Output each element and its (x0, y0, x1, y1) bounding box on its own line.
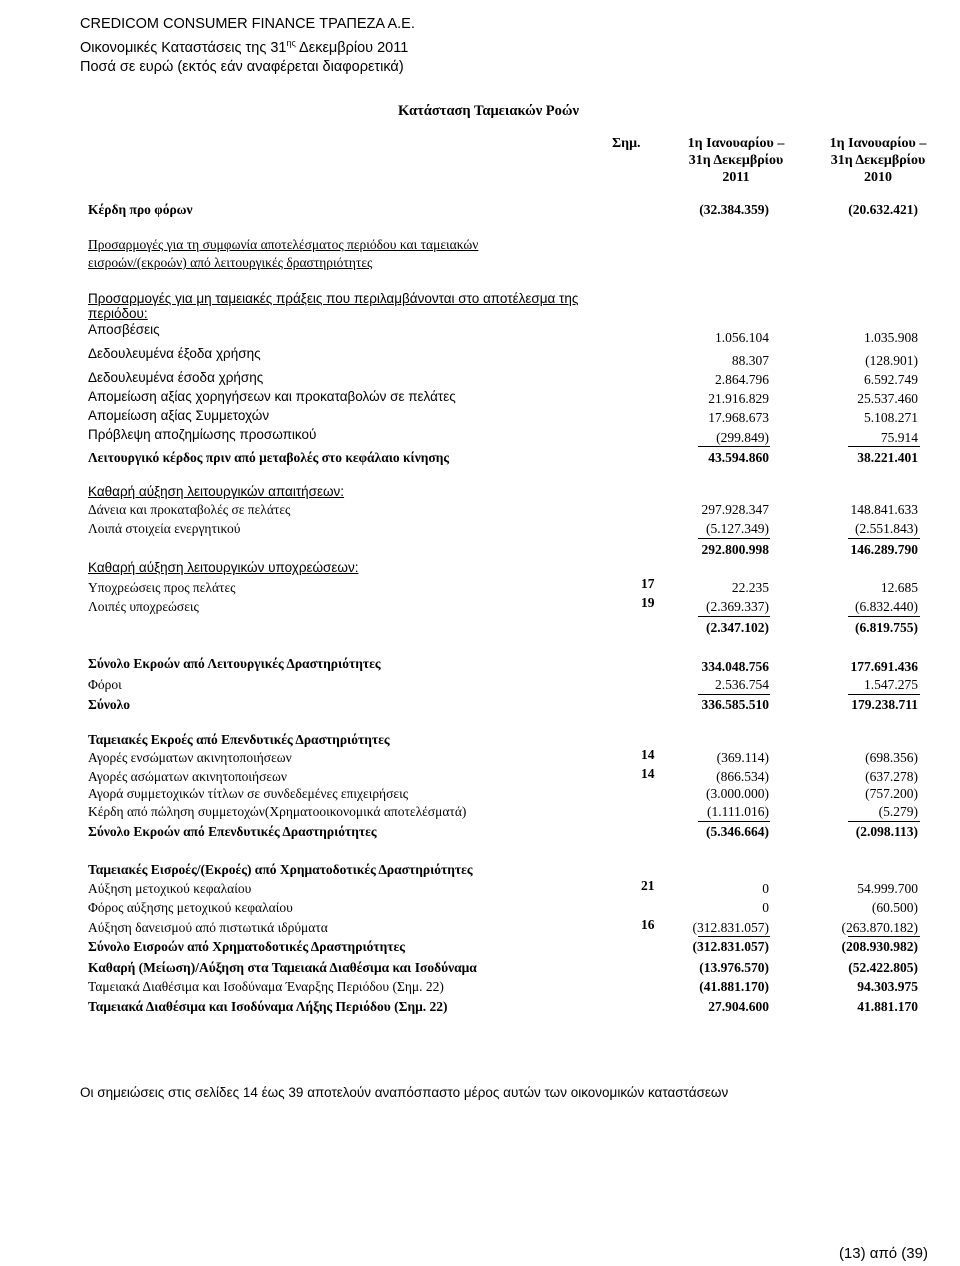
table-row (0, 202, 960, 220)
table-row (0, 237, 960, 255)
table-row (0, 878, 960, 899)
value-2011: (1.111.016) (707, 804, 769, 819)
value-2010: 179.238.711 (851, 697, 918, 712)
table-row (0, 999, 960, 1017)
note-ref: 21 (641, 878, 655, 893)
value-2010: (208.930.982) (841, 939, 918, 954)
subtotal-line (698, 616, 770, 617)
value-2011: 88.307 (731, 353, 769, 368)
table-row (0, 370, 960, 388)
note-ref: 19 (641, 595, 655, 610)
value-2011: (369.114) (716, 750, 769, 765)
row-label: Καθαρή αύξηση λειτουργικών απαιτήσεων: (88, 484, 345, 499)
row-label: Ταμειακές Εκροές από Επενδυτικές Δραστηριότητες (88, 732, 390, 747)
table-row (0, 804, 960, 822)
table-row (0, 862, 960, 880)
table-row (0, 484, 960, 502)
statements-pre: Οικονομικές Καταστάσεις της 31 (80, 39, 287, 56)
table-row (0, 521, 960, 539)
subtotal-line (698, 936, 770, 937)
value-2011: (5.127.349) (706, 521, 769, 536)
value-2011: (2.347.102) (706, 620, 769, 635)
value-2010: 177.691.436 (850, 659, 918, 674)
row-label: Δάνεια και προκαταβολές σε πελάτες (88, 502, 291, 517)
value-2010: 6.592.749 (864, 372, 918, 387)
table-row (0, 542, 960, 560)
value-2011: (5.346.664) (706, 824, 769, 839)
row-label: Καθαρή (Μείωση)/Αύξηση στα Ταμειακά Διαθέσιμα και Ισοδύναμα (88, 960, 477, 975)
value-2010: (698.356) (865, 750, 918, 765)
row-label: Φόρος αύξησης μετοχικού κεφαλαίου (88, 900, 293, 915)
value-2011: (3.000.000) (706, 786, 769, 801)
table-row (0, 427, 960, 445)
col2-line1: 1η Ιανουαρίου – (829, 136, 927, 151)
table-row (0, 786, 960, 804)
value-2010: 25.537.460 (857, 391, 918, 406)
table-row (0, 322, 960, 345)
value-2010: 1.547.275 (864, 677, 918, 692)
row-label: Σύνολο (88, 697, 130, 712)
row-label: Προσαρμογές για μη ταμειακές πράξεις που περιλαμβάνονται στο αποτέλεσμα της (88, 291, 579, 306)
row-label: Αύξηση δανεισμού από πιστωτικά ιδρύματα (88, 920, 328, 935)
value-2011: 1.056.104 (715, 330, 769, 345)
value-2011: 0 (762, 900, 769, 915)
table-row (0, 656, 960, 674)
table-row (0, 255, 960, 273)
row-label: Αγορές ασώματων ακινητοποιήσεων (88, 769, 288, 784)
value-2010: (5.279) (878, 804, 918, 819)
value-2011: 292.800.998 (701, 542, 769, 557)
row-label: Λοιπά στοιχεία ενεργητικού (88, 521, 241, 536)
value-2010: 54.999.700 (857, 881, 918, 896)
row-label: Λειτουργικό κέρδος πριν από μεταβολές στο κεφάλαιο κίνησης (88, 450, 450, 465)
value-2010: (637.278) (865, 769, 918, 784)
value-2010: (52.422.805) (848, 960, 918, 975)
value-2011: 43.594.860 (708, 450, 769, 465)
value-2010: (20.632.421) (848, 202, 918, 217)
company-name: CREDICOM CONSUMER FINANCE ΤΡΑΠΕΖΑ Α.Ε. (80, 16, 415, 32)
note-column-header: Σημ. (612, 136, 641, 151)
table-row (0, 979, 960, 997)
statements-sup: ης (286, 38, 296, 48)
value-2011: 17.968.673 (708, 410, 769, 425)
value-2011: 2.536.754 (715, 677, 769, 692)
row-label: Ταμειακές Εισροές/(Εκροές) από Χρηματοδοτικές Δραστηριότητες (88, 862, 473, 877)
value-2010: (757.200) (865, 786, 918, 801)
value-2011: (32.384.359) (699, 202, 769, 217)
table-row (0, 389, 960, 407)
row-label: Λοιπές υποχρεώσεις (88, 599, 199, 614)
value-2010: 1.035.908 (864, 330, 918, 345)
table-row (0, 697, 960, 715)
row-label: Ταμειακά Διαθέσιμα και Ισοδύναμα Έναρξης Περιόδου (Σημ. 22) (88, 979, 444, 994)
subtotal-line (848, 936, 920, 937)
row-label: Σύνολο Εισροών από Χρηματοδοτικές Δραστηριότητες (88, 939, 405, 954)
subtotal-line (848, 694, 920, 695)
table-row (0, 576, 960, 598)
value-2011: 21.916.829 (708, 391, 769, 406)
row-label: Απομείωση αξίας χορηγήσεων και προκαταβολών σε πελάτες (88, 389, 456, 404)
note-ref: 17 (641, 576, 655, 591)
value-2011: (2.369.337) (706, 599, 769, 614)
value-2010: 146.289.790 (850, 542, 918, 557)
note-ref: 16 (641, 917, 655, 932)
value-2011: (299.849) (716, 430, 769, 445)
value-2010: 5.108.271 (864, 410, 918, 425)
subtotal-line (848, 446, 920, 447)
table-row (0, 917, 960, 938)
column-header-2010 (818, 135, 938, 186)
value-2010: (263.870.182) (841, 920, 918, 935)
table-row (0, 502, 960, 520)
value-2010: 75.914 (880, 430, 918, 445)
value-2011: 334.048.756 (701, 659, 769, 674)
value-2010: (6.819.755) (855, 620, 918, 635)
col1-line3: 2011 (722, 170, 750, 185)
table-row (0, 747, 960, 768)
row-label: Αγορά συμμετοχικών τίτλων σε συνδεδεμένες επιχειρήσεις (88, 786, 409, 801)
value-2011: (312.831.057) (692, 920, 769, 935)
value-2011: (866.534) (716, 769, 769, 784)
row-label: Υποχρεώσεις προς πελάτες (88, 580, 236, 595)
value-2011: 27.904.600 (708, 999, 769, 1014)
value-2011: (13.976.570) (699, 960, 769, 975)
value-2010: (6.832.440) (855, 599, 918, 614)
value-2010: 38.221.401 (857, 450, 918, 465)
column-header-2011 (676, 135, 796, 186)
value-2011: 2.864.796 (715, 372, 769, 387)
statements-line (80, 34, 415, 58)
row-label: Φόροι (88, 677, 122, 692)
table-row (0, 939, 960, 957)
table-row (0, 346, 960, 368)
value-2010: 41.881.170 (857, 999, 918, 1014)
row-label: Δεδουλευμένα έσοδα χρήσης (88, 370, 264, 385)
col1-line2: 31η Δεκεμβρίου (688, 153, 784, 168)
row-label: Προσαρμογές για τη συμφωνία αποτελέσματος περιόδου και ταμειακών (88, 237, 479, 252)
statements-post: Δεκεμβρίου 2011 (295, 39, 409, 56)
subtotal-line (698, 821, 770, 822)
value-2010: (60.500) (871, 900, 918, 915)
table-row (0, 766, 960, 787)
value-2011: 22.235 (731, 580, 769, 595)
table-row (0, 900, 960, 918)
col2-line3: 2010 (864, 170, 892, 185)
note-ref: 14 (641, 766, 655, 781)
note-ref: 14 (641, 747, 655, 762)
table-row (0, 824, 960, 842)
row-label: Σύνολο Εκροών από Λειτουργικές Δραστηριότητες (88, 656, 381, 671)
subtotal-line (698, 694, 770, 695)
value-2010: (128.901) (865, 353, 918, 368)
row-label: Απομείωση αξίας Συμμετοχών (88, 408, 270, 423)
value-2010: 94.303.975 (857, 979, 918, 994)
row-label: Σύνολο Εκροών από Επενδυτικές Δραστηριότητες (88, 824, 377, 839)
page-number: (13) από (39) (838, 1245, 928, 1262)
col1-line1: 1η Ιανουαρίου – (687, 136, 785, 151)
row-label: εισροών/(εκροών) από λειτουργικές δραστηριότητες (88, 255, 373, 270)
value-2010: 12.685 (880, 580, 918, 595)
row-label: Κέρδη από πώληση συμμετοχών(Χρηματοοικονομικά αποτελέσματά) (88, 804, 467, 819)
value-2011: 336.585.510 (701, 697, 769, 712)
value-2011: (312.831.057) (692, 939, 769, 954)
table-row (0, 960, 960, 978)
value-2011: (41.881.170) (699, 979, 769, 994)
row-label: περιόδου: (88, 306, 148, 321)
footer-note: Οι σημειώσεις στις σελίδες 14 έως 39 αποτελούν αναπόσπαστο μέρος αυτών των οικονομικών καταστάσεων (80, 1085, 729, 1100)
table-row (0, 620, 960, 638)
subtotal-line (698, 538, 770, 539)
value-2010: (2.098.113) (855, 824, 918, 839)
subtotal-line (848, 821, 920, 822)
value-2010: (2.551.843) (855, 521, 918, 536)
table-row (0, 595, 960, 617)
value-2010: 148.841.633 (850, 502, 918, 517)
row-label: Αποσβέσεις (88, 322, 160, 337)
table-row (0, 560, 960, 578)
row-label: Αύξηση μετοχικού κεφαλαίου (88, 881, 252, 896)
row-label: Ταμειακά Διαθέσιμα και Ισοδύναμα Λήξης Περιόδου (Σημ. 22) (88, 999, 448, 1014)
table-row (0, 677, 960, 695)
row-label: Καθαρή αύξηση λειτουργικών υποχρεώσεων: (88, 560, 359, 575)
subtotal-line (698, 446, 770, 447)
table-row (0, 408, 960, 426)
statement-title: Κατάσταση Ταμειακών Ροών (398, 103, 579, 119)
row-label: Αγορές ενσώματων ακινητοποιήσεων (88, 750, 292, 765)
subtotal-line (848, 616, 920, 617)
col2-line2: 31η Δεκεμβρίου (830, 153, 926, 168)
row-label: Κέρδη προ φόρων (88, 202, 193, 217)
table-row (0, 732, 960, 750)
document-header (80, 15, 415, 77)
value-2011: 0 (762, 881, 769, 896)
subtotal-line (848, 538, 920, 539)
row-label: Πρόβλεψη αποζημίωσης προσωπικού (88, 427, 317, 442)
value-2011: 297.928.347 (701, 502, 769, 517)
currency-note: Ποσά σε ευρώ (εκτός εάν αναφέρεται διαφορετικά) (80, 58, 404, 75)
table-row (0, 450, 960, 468)
row-label: Δεδουλευμένα έξοδα χρήσης (88, 346, 261, 361)
